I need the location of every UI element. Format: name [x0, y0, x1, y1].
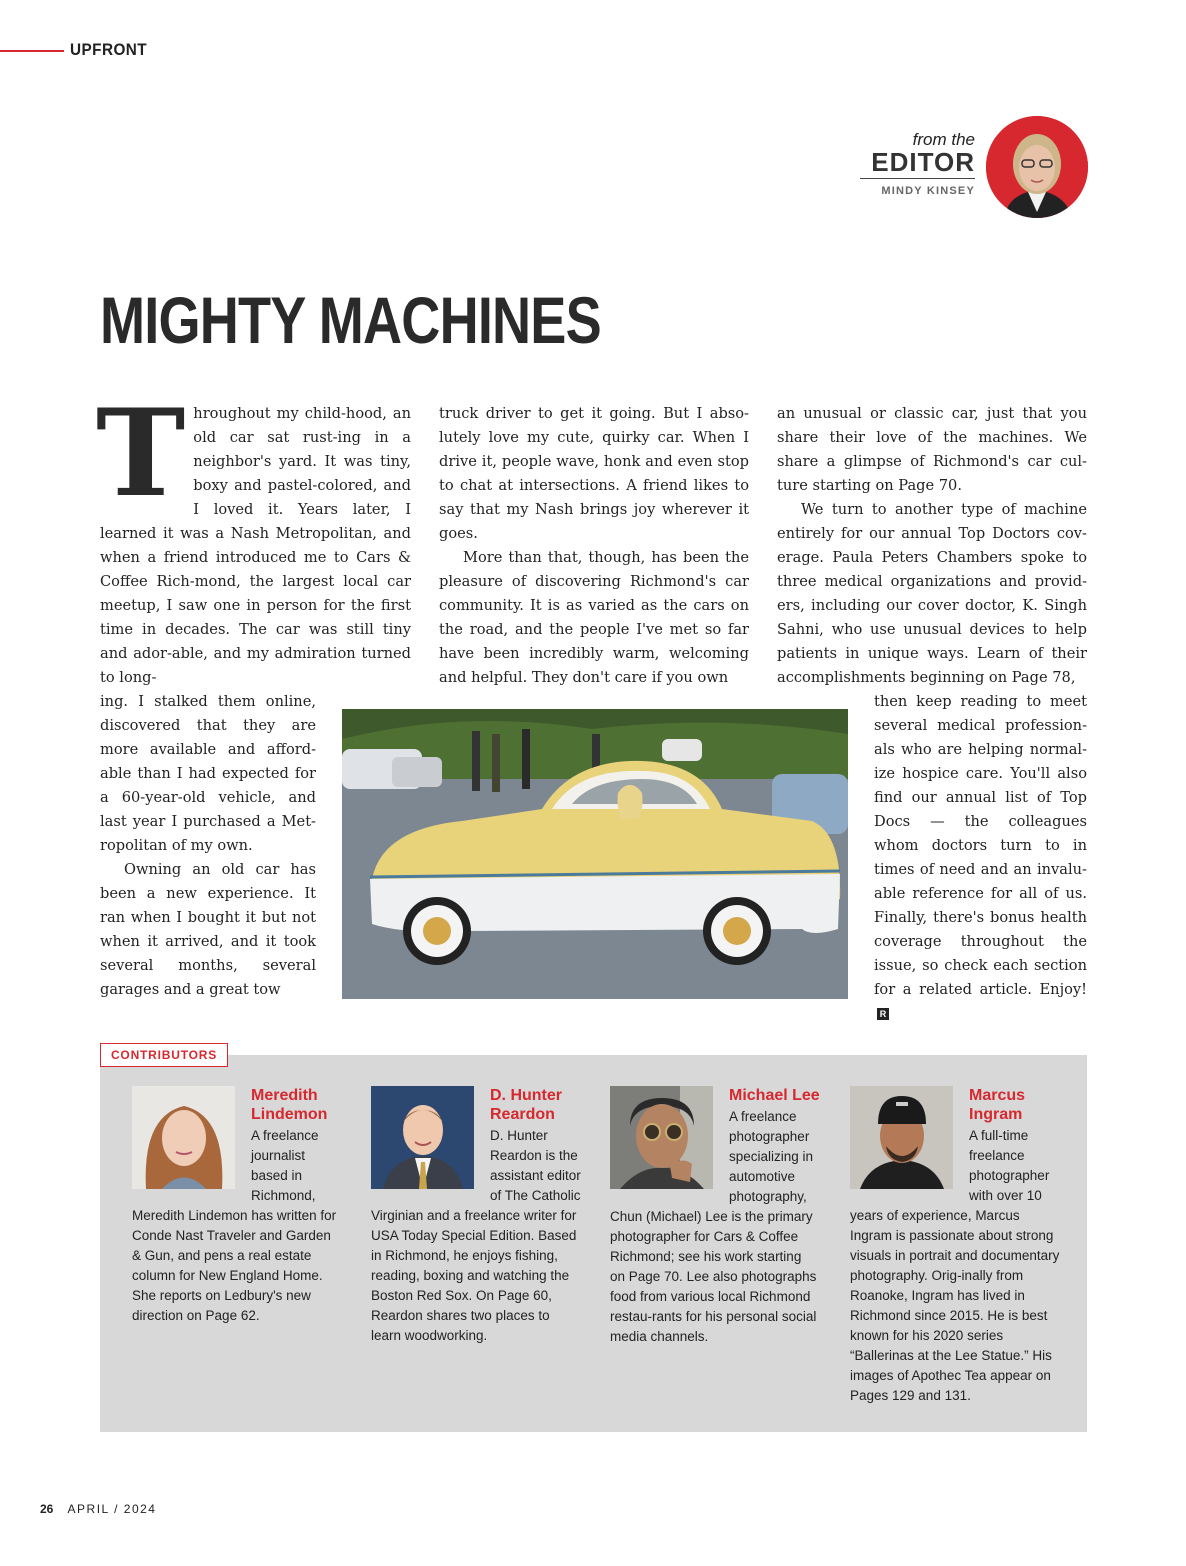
article-column-1-continued [100, 690, 316, 1002]
page-footer [40, 1502, 156, 1516]
article-column-1 [96, 383, 411, 690]
contributor-bio: A full-time freelance photographer with over 10 years of experience, Marcus Ingram is passionate about strong visuals in portrait and documentary photography. Orig-inally from Roanoke, Ingram has lived in Richmond since 2015. He is best known for his 2020 series “Ballerinas at the Lee Statue.” His images of Apothec Tea appear on Pages 129 and 131. [850, 1128, 1060, 1403]
contributors-label: CONTRIBUTORS [100, 1043, 228, 1067]
article-col2-para2: More than that, though, has been the pleasure of discovering Richmond's car community. It is as varied as the cars on the road, and the people I've met so far have been incredibly warm, welcoming and helpful. They don't care if you own [439, 549, 749, 686]
article-col1-para1-rest: ing. I stalked them online, discovered that they are more available and afford-able than I had expected for a 60-year-old vehicle, and last year I purchased a Met-ropolitan of my own. [100, 693, 316, 854]
article-col1-para2: Owning an old car has been a new experience. It ran when I bought it but not when it arrived, and it took several months, several garages and a great tow [100, 861, 316, 998]
end-mark: R [877, 1008, 889, 1020]
article-col2-para1: truck driver to get it going. But I abso-lutely love my cute, quirky car. When I drive it, people wave, honk and even stop to chat at intersections. A friend likes to say that my Nash brings joy wherever it goes. [439, 405, 749, 542]
contributor-card [850, 1086, 1060, 1406]
contributor-bio: D. Hunter Reardon is the assistant editor of The Catholic Virginian and a freelance writer for USA Today Special Edition. Based in Richmond, he enjoys fishing, reading, boxing and watching the Boston Red Sox. On Page 60, Reardon shares two places to learn woodworking. [371, 1128, 581, 1343]
contributor-name: Michael Lee [729, 1087, 820, 1104]
car-photo [342, 709, 848, 999]
section-rule [0, 50, 64, 52]
editor-divider [860, 178, 975, 179]
article-column-3-continued [874, 690, 1087, 1026]
contributor-card [371, 1086, 581, 1346]
contributor-photo [610, 1086, 713, 1189]
contributor-photo [132, 1086, 235, 1189]
editor-portrait [986, 116, 1088, 218]
editor-name: MINDY KINSEY [881, 185, 975, 197]
contributor-card [132, 1086, 342, 1326]
article-col3-para2: We turn to another type of machine entirely for our annual Top Doctors cov-erage. Paula Peters Chambers spoke to three medical organizations and provid-ers, including our cover doctor, K. Singh Sahni, who use unusual devices to help patients in unique ways. Learn of their accomplishments beginning on Page 78, [777, 501, 1087, 686]
contributor-name: Meredith Lindemon [251, 1087, 328, 1123]
editor-header [860, 130, 975, 197]
article-column-2 [439, 402, 749, 690]
article-col1-para1: hroughout my child-hood, an old car sat rust-ing in a neighbor's yard. It was tiny, boxy and pastel-colored, and I loved it. Years later, I learned it was a Nash Metropolitan, and when a friend introduced me to Cars & Coffee Rich-mond, the largest local car meetup, I saw one in person for the first time in decades. The car was still tiny and ador-able, and my admiration turned to long- [100, 405, 411, 686]
contributor-photo [371, 1086, 474, 1189]
article-col3-para1: an unusual or classic car, just that you share their love of the machines. We share a glimpse of Richmond's car cul-ture starting on Page 70. [777, 405, 1087, 494]
contributor-name: Marcus Ingram [969, 1087, 1026, 1123]
article-col3-para2-rest: then keep reading to meet several medical profession-als who are helping normal-ize hospice care. You'll also find our annual list of Top Docs — the colleagues whom doctors turn to in times of need and an invalu-able reference for all of us. Finally, there's bonus health coverage throughout the issue, so check each section for a related article. Enjoy! [874, 693, 1087, 998]
contributor-photo [850, 1086, 953, 1189]
contributor-card [610, 1086, 820, 1347]
contributor-name: D. Hunter Reardon [490, 1087, 562, 1123]
headline: MIGHTY MACHINES [100, 283, 601, 357]
issue-date: APRIL / 2024 [67, 1502, 157, 1516]
section-label: UPFRONT [70, 40, 148, 59]
article-column-3 [777, 402, 1087, 690]
editor-from-the: from the [912, 130, 975, 149]
drop-cap: T [96, 383, 186, 524]
contributor-bio: A freelance journalist based in Richmond, Meredith Lindemon has written for Conde Nast Traveler and Garden & Gun, and pens a real estate column for New England Home. She reports on Ledbury's new direction on Page 62. [132, 1128, 337, 1323]
page-number: 26 [40, 1502, 54, 1516]
contributor-bio: A freelance photographer specializing in automotive photography, Chun (Michael) Lee is the primary photographer for Cars & Coffee Richmond; see his work starting on Page 70. Lee also photographs food from various local Richmond restau-rants for his personal social media channels. [610, 1109, 817, 1344]
editor-title: EDITOR [871, 147, 975, 177]
